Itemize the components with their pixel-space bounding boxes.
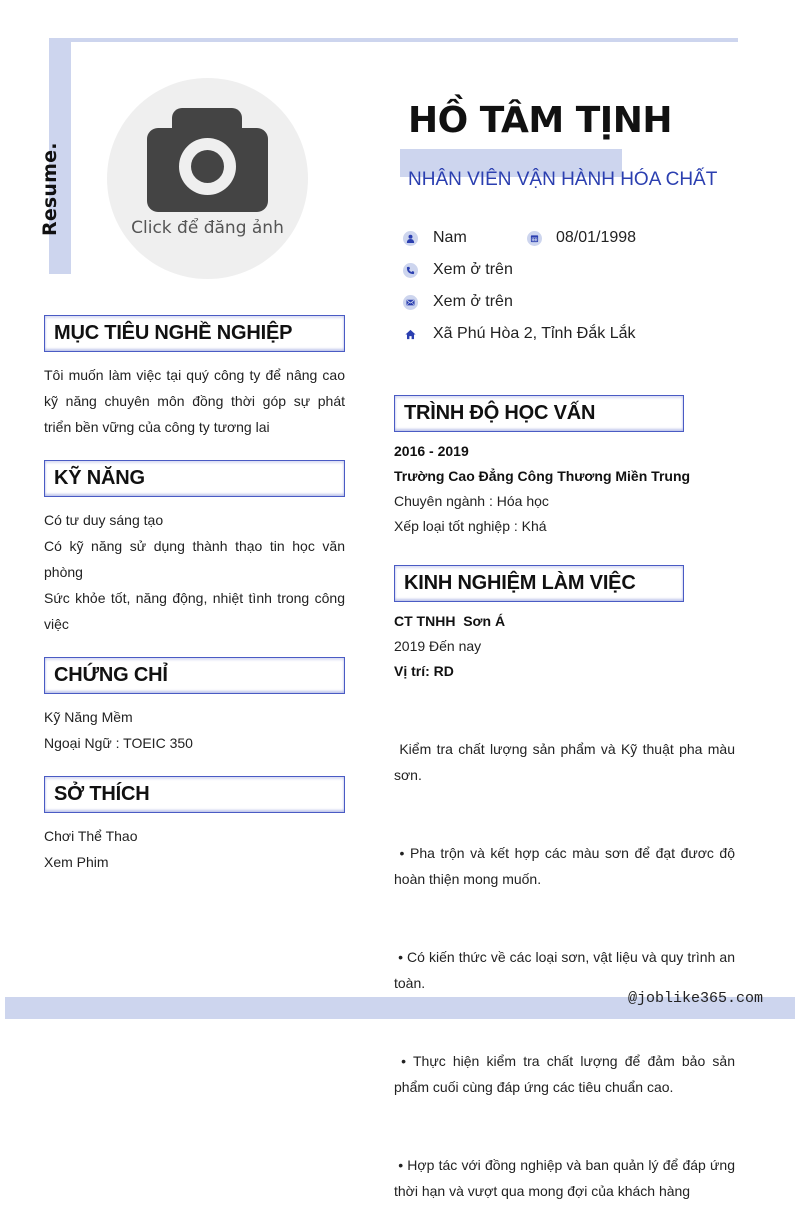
section-objective-header xyxy=(44,315,345,352)
phone-value: Xem ở trên xyxy=(433,261,513,278)
candidate-name: HỒ TÂM TỊNH xyxy=(408,100,672,141)
experience-duties xyxy=(394,684,739,1230)
section-hobbies-title: SỞ THÍCH xyxy=(54,783,150,805)
job-title: NHÂN VIÊN VẬN HÀNH HÓA CHẤT xyxy=(408,169,718,190)
birthday-value: 08/01/1998 xyxy=(556,229,637,246)
contact-birthday xyxy=(527,229,636,247)
user-icon xyxy=(403,231,418,246)
section-certificates-header xyxy=(44,657,345,694)
contact-phone xyxy=(403,261,513,279)
education-major: Chuyên ngành : Hóa học xyxy=(394,493,549,509)
objective-text: Tôi muốn làm việc tại quý công ty để nâng cao kỹ năng chuyên môn đồng thời góp sự phát triển bền vững của công ty tương lai xyxy=(44,367,345,435)
duty-item: • Thực hiện kiểm tra chất lượng để đảm bảo sản phẩm cuối cùng đáp ứng các tiêu chuẩn cao. xyxy=(394,1053,739,1095)
hobby-item: Chơi Thể Thao xyxy=(44,828,138,844)
home-icon xyxy=(403,327,418,342)
contact-email xyxy=(403,293,513,311)
photo-upload-caption[interactable]: Click để đăng ảnh xyxy=(131,218,284,238)
email-icon xyxy=(403,295,418,310)
section-skills-title: KỸ NĂNG xyxy=(54,467,145,489)
experience-company: CT TNHH Sơn Á xyxy=(394,613,506,629)
gender-value: Nam xyxy=(433,229,467,246)
hobbies-list xyxy=(44,823,345,875)
certificates-list xyxy=(44,704,345,756)
email-value: Xem ở trên xyxy=(433,293,513,310)
skill-item: Có tư duy sáng tạo xyxy=(44,512,164,528)
section-education-title: TRÌNH ĐỘ HỌC VẤN xyxy=(404,402,596,424)
duty-item: • Pha trộn và kết hợp các màu sơn để đạt đươc độ hoàn thiện mong muốn. xyxy=(394,845,739,887)
certificate-item: Ngoại Ngữ : TOEIC 350 xyxy=(44,735,193,751)
section-hobbies-header xyxy=(44,776,345,813)
section-education-header xyxy=(394,395,684,432)
duty-item: • Hợp tác với đồng nghiệp và ban quản lý để đáp ứng thời hạn và vượt qua mong đợi của khách hàng xyxy=(394,1157,739,1199)
certificate-item: Kỹ Năng Mềm xyxy=(44,709,133,725)
education-school: Trường Cao Đẳng Công Thương Miền Trung xyxy=(394,468,691,484)
duty-item: • Có kiến thức về các loại sơn, vật liệu và quy trình an toàn. xyxy=(394,949,739,991)
top-decor-line xyxy=(49,38,738,42)
experience-period: 2019 Đến nay xyxy=(394,638,482,654)
contact-gender xyxy=(403,229,467,247)
section-experience-title: KINH NGHIỆM LÀM VIỆC xyxy=(404,572,636,594)
experience-position: Vị trí: RD xyxy=(394,663,454,679)
address-value: Xã Phú Hòa 2, Tỉnh Đắk Lắk xyxy=(433,325,636,342)
education-grade: Xếp loại tốt nghiệp : Khá xyxy=(394,518,547,534)
resume-label: Resume. xyxy=(39,142,61,236)
experience-block xyxy=(394,609,735,684)
education-period: 2016 - 2019 xyxy=(394,443,469,459)
skills-list xyxy=(44,507,345,637)
education-block xyxy=(394,439,735,539)
section-certificates-title: CHỨNG CHỈ xyxy=(54,664,168,686)
hobby-item: Xem Phim xyxy=(44,854,109,870)
footer-website[interactable]: @joblike365.com xyxy=(628,990,764,1007)
skill-item: Sức khỏe tốt, năng động, nhiệt tình trong công việc xyxy=(44,590,345,632)
duty-item: Kiểm tra chất lượng sản phẩm và Kỹ thuật pha màu sơn. xyxy=(394,741,739,783)
phone-icon xyxy=(403,263,418,278)
calendar-icon xyxy=(527,231,542,246)
skill-item: Có kỹ năng sử dụng thành thạo tin học văn phòng xyxy=(44,538,345,580)
contact-address xyxy=(403,325,636,343)
section-skills-header xyxy=(44,460,345,497)
section-objective-title: MỤC TIÊU NGHỀ NGHIỆP xyxy=(54,322,293,344)
section-experience-header xyxy=(394,565,684,602)
camera-lens xyxy=(191,150,224,183)
